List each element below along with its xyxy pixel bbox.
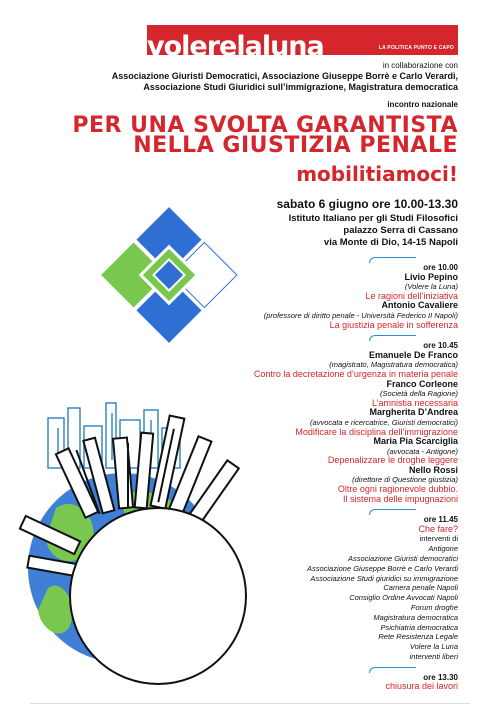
program: [218, 257, 458, 692]
separator-line: [369, 509, 416, 515]
speaker-name: Franco Corleone: [386, 378, 458, 389]
headline-line-1: PER UNA SVOLTA GARANTISTA: [72, 113, 458, 138]
separator-line: [369, 335, 416, 341]
speaker-affiliation: (direttore di Questione giustizia): [352, 475, 458, 485]
venue-line-3: via Monte di Dio, 14-15 Napoli: [323, 237, 458, 248]
talk-title: La giustizia penale in sofferenza: [329, 319, 458, 330]
event-type: incontro nazionale: [387, 100, 458, 109]
speaker-name: Nello Rossi: [408, 464, 458, 475]
session-2-time: ore 10.45: [423, 341, 458, 351]
talk-title: Contro la decretazione d’urgenza in materia penale: [253, 368, 458, 379]
speaker-affiliation: (avvocata e ricercatrice, Giuristi democratici): [310, 417, 458, 427]
speaker-name: Maria Pia Scarciglia: [373, 436, 458, 447]
session-4-time: ore 13.30: [423, 672, 458, 682]
list-item: interventi liberi: [409, 652, 458, 661]
session-3-intro: interventi di: [419, 534, 458, 544]
list-item: Associazione Giuristi democratici: [347, 554, 458, 564]
speaker-affiliation: (magistrato, Magistratura democratica): [329, 360, 458, 370]
speaker-affiliation: (Società della Ragione): [380, 389, 458, 399]
venue-line-1: Istituto Italiano per gli Studi Filosofici: [288, 213, 458, 224]
list-item: Consiglio Ordine Avvocati Napoli: [349, 593, 458, 603]
talk-title: Modificare la disciplina dell’immigrazione: [295, 426, 458, 437]
session-3-question: Che fare?: [418, 523, 458, 534]
organizations-line-1: Associazione Giuristi Democratici, Associazione Giuseppe Borrè e Carlo Verardi,: [111, 71, 458, 81]
list-item: Associazione Studi giuridici su immigrazione: [310, 573, 458, 583]
speaker-name: Livio Pepino: [404, 271, 458, 282]
session-1-time: ore 10.00: [423, 263, 458, 272]
talk-title: L’amnistia necessaria: [371, 397, 458, 408]
speaker-affiliation: (professore di diritto penale - Università Federico II Napoli): [263, 310, 458, 320]
logo-tagline: LA POLITICA PUNTO E CAPO: [378, 45, 454, 51]
speaker-name: Margherita D’Andrea: [369, 407, 458, 418]
event-datetime: sabato 6 giugno ore 10.00-13.30: [276, 197, 458, 211]
list-item: Psichiatria democratica: [380, 622, 458, 632]
headline-line-2: NELLA GIUSTIZIA PENALE: [133, 133, 458, 158]
speaker-name: Antonio Cavaliere: [381, 300, 458, 311]
collab-intro: in collaborazione con: [382, 61, 458, 70]
list-item: Volere la Luna: [409, 642, 458, 652]
separator-line: [369, 257, 416, 263]
list-item: Rete Resistenza Legale: [378, 632, 458, 642]
talk-title: Il sistema delle impugnazioni: [342, 493, 458, 504]
footer-divider: [30, 703, 470, 704]
list-item: Magistratura democratica: [373, 612, 458, 622]
list-item: Forum droghe: [410, 603, 458, 613]
list-item: Camera penale Napoli: [383, 583, 458, 593]
list-item: Antigone: [428, 544, 458, 554]
venue-line-2: palazzo Serra di Cassano: [343, 225, 458, 236]
talk-title: Depenalizzare le droghe leggere: [327, 455, 458, 466]
headline: [72, 113, 458, 158]
speaker-affiliation: (Volere la Luna): [404, 282, 458, 292]
organizations-line-2: Associazione Studi Giuridici sull’immigrazione, Magistratura democratica: [143, 82, 458, 92]
separator-line: [369, 667, 416, 673]
speaker-affiliation: (avvocata - Antigone): [386, 446, 458, 456]
logo-volerelaluna: volerelaluna: [147, 31, 324, 55]
globe-city-illustration: [18, 398, 248, 703]
venue: [289, 213, 458, 249]
talk-title: Oltre ogni ragionevole dubbio.: [337, 484, 458, 495]
closing-text: chiusura dei lavori: [385, 681, 458, 692]
call-to-action: mobilitiamoci!: [296, 162, 458, 186]
talk-title: Le ragioni dell’iniziativa: [365, 290, 458, 301]
list-item: Associazione Giuseppe Borrè e Carlo Verardi: [306, 563, 458, 573]
header-banner: [147, 25, 458, 55]
session-3-time: ore 11.45: [423, 515, 458, 525]
speaker-name: Emanuele De Franco: [368, 349, 458, 360]
